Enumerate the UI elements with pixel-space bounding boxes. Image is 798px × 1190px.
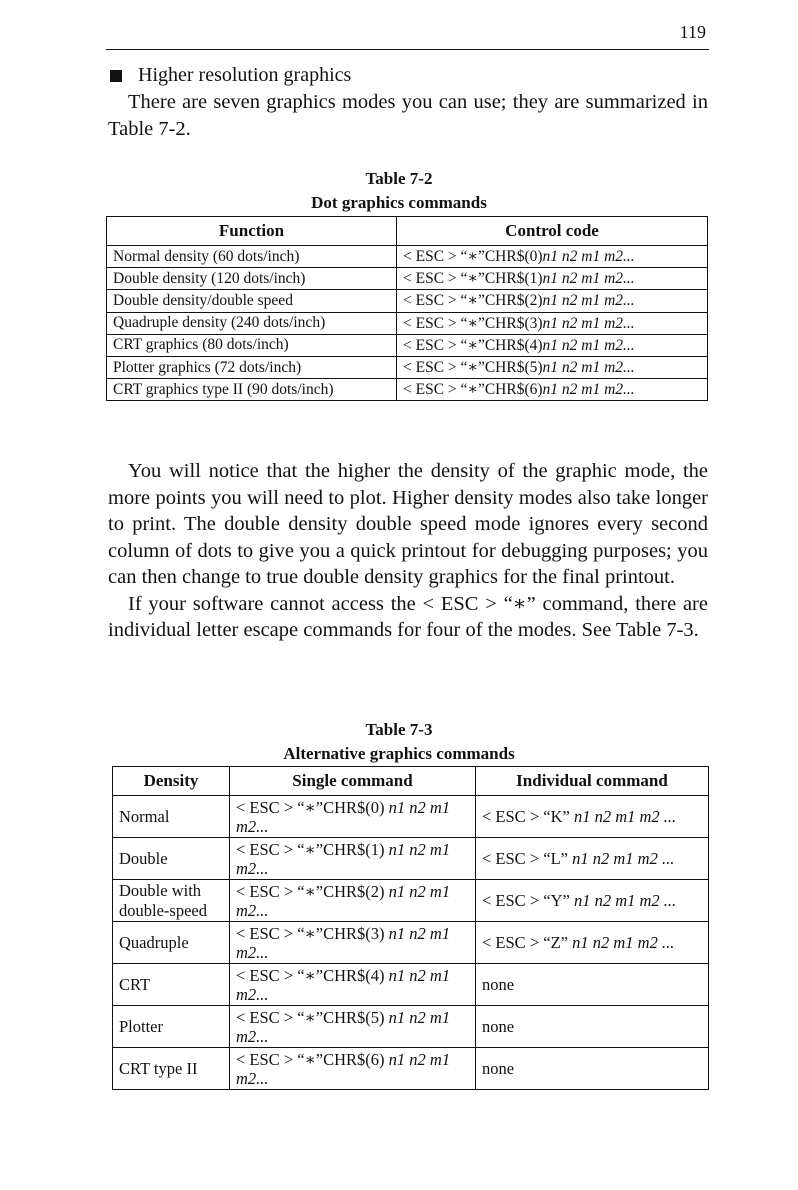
function-cell [107, 268, 397, 290]
single-command-cell [230, 796, 476, 838]
function-text: CRT graphics (80 dots/inch) [113, 336, 289, 354]
table-7-3-caption [0, 718, 798, 766]
density-text: Normal [119, 806, 170, 826]
control-code-cell [397, 356, 708, 378]
single-command-cell [230, 880, 476, 922]
single-command-text: < ESC > “∗”CHR$(0) [236, 797, 385, 817]
control-code-text: < ESC > “∗”CHR$(3) [403, 314, 543, 332]
single-command-params: n1 n2 m1 m2... [236, 1007, 451, 1046]
function-text: Normal density (60 dots/inch) [113, 247, 300, 265]
section-heading [110, 64, 351, 87]
table-row [107, 334, 708, 356]
table-7-3-number: Table 7-3 [365, 720, 433, 739]
column-header-single-command: Single command [230, 767, 476, 796]
function-cell [107, 312, 397, 334]
header-rule [106, 49, 709, 50]
single-command-cell [230, 838, 476, 880]
individual-command-params: n1 n2 m1 m2 ... [573, 806, 677, 826]
individual-command-cell [476, 922, 709, 964]
control-code-params: n1 n2 m1 m2... [542, 270, 635, 288]
function-text: Quadruple density (240 dots/inch) [113, 314, 326, 332]
table-row [113, 838, 709, 880]
single-command-cell [230, 922, 476, 964]
control-code-params: n1 n2 m1 m2... [542, 314, 635, 332]
control-code-params: n1 n2 m1 m2... [542, 292, 635, 310]
individual-command-text: none [482, 1058, 515, 1078]
individual-command-cell [476, 964, 709, 1006]
control-code-text: < ESC > “∗”CHR$(2) [403, 292, 543, 310]
control-code-text: < ESC > “∗”CHR$(4) [403, 336, 543, 354]
individual-command-text: none [482, 1016, 515, 1036]
single-command-cell [230, 1006, 476, 1048]
single-command-text: < ESC > “∗”CHR$(4) [236, 965, 385, 985]
density-cell [113, 922, 230, 964]
table-row [107, 379, 708, 401]
column-header-individual-command: Individual command [476, 767, 709, 796]
individual-command-text: < ESC > “Y” [482, 890, 570, 910]
individual-command-cell [476, 1006, 709, 1048]
intro-paragraph [108, 89, 708, 142]
single-command-params: n1 n2 m1 m2... [236, 881, 451, 920]
control-code-params: n1 n2 m1 m2... [542, 381, 635, 399]
function-cell [107, 356, 397, 378]
density-cell [113, 796, 230, 838]
table-row [113, 922, 709, 964]
single-command-params: n1 n2 m1 m2... [236, 923, 451, 962]
control-code-text: < ESC > “∗”CHR$(5) [403, 359, 543, 377]
table-row [107, 290, 708, 312]
individual-command-text: < ESC > “Z” [482, 932, 568, 952]
control-code-cell [397, 246, 708, 268]
column-header-density: Density [113, 767, 230, 796]
table-7-2-title: Dot graphics commands [311, 193, 487, 212]
function-cell [107, 334, 397, 356]
table-row [107, 246, 708, 268]
table-row [113, 1048, 709, 1090]
function-cell [107, 379, 397, 401]
single-command-params: n1 n2 m1 m2... [236, 1049, 451, 1088]
table-row [107, 312, 708, 334]
individual-command-text: < ESC > “L” [482, 848, 568, 868]
density-text: CRT [119, 974, 151, 994]
control-code-cell [397, 379, 708, 401]
density-cell [113, 1048, 230, 1090]
function-cell [107, 290, 397, 312]
function-text: Double density (120 dots/inch) [113, 269, 306, 287]
single-command-text: < ESC > “∗”CHR$(2) [236, 881, 385, 901]
control-code-text: < ESC > “∗”CHR$(0) [403, 248, 543, 266]
table-row [107, 268, 708, 290]
control-code-cell [397, 334, 708, 356]
table-row [113, 796, 709, 838]
column-header-function: Function [107, 217, 397, 246]
control-code-params: n1 n2 m1 m2... [542, 248, 635, 266]
function-text: CRT graphics type II (90 dots/inch) [113, 380, 334, 398]
table-row [107, 356, 708, 378]
page-number: 119 [679, 22, 706, 42]
control-code-params: n1 n2 m1 m2... [542, 336, 635, 354]
density-text: Plotter [119, 1016, 163, 1036]
table-7-3-title: Alternative graphics commands [283, 744, 515, 763]
control-code-cell [397, 290, 708, 312]
control-code-text: < ESC > “∗”CHR$(1) [403, 270, 543, 288]
density-cell [113, 880, 230, 922]
single-command-params: n1 n2 m1 m2... [236, 965, 451, 1004]
column-header-control-code: Control code [397, 217, 708, 246]
single-command-cell [230, 964, 476, 1006]
density-text: Double with double-speed [119, 880, 207, 920]
individual-command-params: n1 n2 m1 m2 ... [573, 890, 677, 910]
function-cell [107, 246, 397, 268]
table-row [113, 964, 709, 1006]
density-cell [113, 838, 230, 880]
body-paragraph-1: You will notice that the higher the density of the graphic mode, the more points you will need to plot. Higher density modes also take longer to print. The double density double speed mode ignores every second column of dots to give you a quick printout for debugging purposes; you can then change to true double density graphics for the final printout. [108, 460, 708, 588]
individual-command-text: none [482, 974, 515, 994]
individual-command-cell [476, 838, 709, 880]
density-text: Quadruple [119, 932, 189, 952]
table-7-2-caption [0, 167, 798, 215]
control-code-cell [397, 268, 708, 290]
function-text: Double density/double speed [113, 291, 293, 309]
single-command-cell [230, 1048, 476, 1090]
density-text: CRT type II [119, 1058, 198, 1078]
table-header-row [107, 217, 708, 246]
single-command-text: < ESC > “∗”CHR$(3) [236, 923, 385, 943]
individual-command-params: n1 n2 m1 m2 ... [572, 848, 675, 868]
density-text: Double [119, 848, 168, 868]
table-header-row [113, 767, 709, 796]
single-command-params: n1 n2 m1 m2... [236, 839, 451, 878]
single-command-params: n1 n2 m1 m2... [236, 797, 451, 836]
square-bullet-icon [110, 70, 122, 82]
density-cell [113, 964, 230, 1006]
individual-command-cell [476, 796, 709, 838]
single-command-text: < ESC > “∗”CHR$(6) [236, 1049, 385, 1069]
table-row [113, 1006, 709, 1048]
density-cell [113, 1006, 230, 1048]
table-row [113, 880, 709, 922]
body-paragraphs [108, 458, 708, 644]
intro-text: There are seven graphics modes you can use; they are summarized in Table 7-2. [108, 91, 708, 140]
control-code-params: n1 n2 m1 m2... [542, 359, 635, 377]
control-code-text: < ESC > “∗”CHR$(6) [403, 381, 543, 399]
table-7-2-number: Table 7-2 [365, 169, 433, 188]
individual-command-cell [476, 1048, 709, 1090]
section-heading-text: Higher resolution graphics [138, 64, 352, 86]
body-paragraph-2: If your software cannot access the < ESC > “∗” command, there are individual letter escape commands for four of the modes. See Table 7-3. [108, 592, 708, 641]
single-command-text: < ESC > “∗”CHR$(5) [236, 1007, 385, 1027]
individual-command-text: < ESC > “K” [482, 806, 570, 826]
table-7-2 [106, 216, 708, 401]
table-7-3 [112, 766, 709, 1090]
function-text: Plotter graphics (72 dots/inch) [113, 358, 302, 376]
individual-command-params: n1 n2 m1 m2 ... [572, 932, 675, 952]
control-code-cell [397, 312, 708, 334]
single-command-text: < ESC > “∗”CHR$(1) [236, 839, 385, 859]
individual-command-cell [476, 880, 709, 922]
